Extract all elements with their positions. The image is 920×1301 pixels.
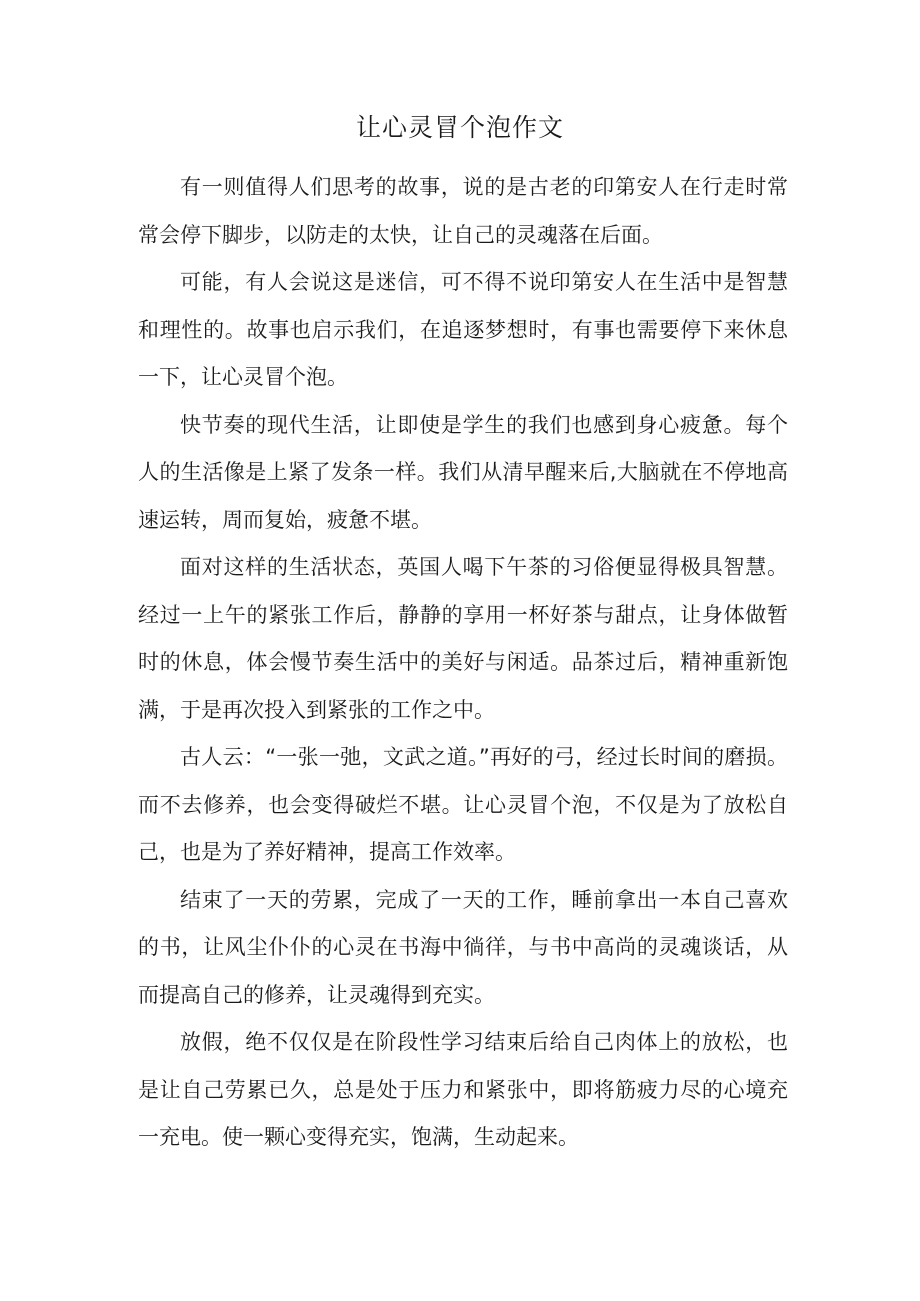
paragraph: 可能，有人会说这是迷信，可不得不说印第安人在生活中是智慧和理性的。故事也启示我们，在追逐梦想时，有事也需要停下来休息一下，让心灵冒个泡。 (138, 270, 788, 389)
document-title: 让心灵冒个泡作文 (355, 113, 564, 142)
paragraph: 放假，绝不仅仅是在阶段性学习结束后给自己肉体上的放松，也是让自己劳累已久，总是处于压力和紧张中，即将筋疲力尽的心境充一充电。使一颗心变得充实，饱满，生动起来。 (138, 1030, 788, 1149)
paragraph: 古人云：“一张一弛，文武之道。”再好的弓，经过长时间的磨损。而不去修养，也会变得破烂不堪。让心灵冒个泡，不仅是为了放松自己，也是为了养好精神，提高工作效率。 (138, 745, 788, 864)
paragraph: 快节奏的现代生活，让即使是学生的我们也感到身心疲惫。每个人的生活像是上紧了发条一样。我们从清早醒来后,大脑就在不停地高速运转，周而复始，疲惫不堪。 (138, 412, 788, 532)
paragraph: 结束了一天的劳累，完成了一天的工作，睡前拿出一本自己喜欢的书，让风尘仆仆的心灵在书海中徜徉，与书中高尚的灵魂谈话，从而提高自己的修养，让灵魂得到充实。 (138, 887, 788, 1007)
paragraph: 有一则值得人们思考的故事，说的是古老的印第安人在行走时常常会停下脚步，以防走的太快，让自己的灵魂落在后面。 (138, 175, 788, 247)
paragraph: 面对这样的生活状态，英国人喝下午茶的习俗便显得极具智慧。经过一上午的紧张工作后，静静的享用一杯好茶与甜点，让身体做暂时的休息，体会慢节奏生活中的美好与闲适。品茶过后，精神重新饱满，于是再次投入到紧张的工作之中。 (138, 555, 788, 722)
document-body (138, 164, 788, 1162)
